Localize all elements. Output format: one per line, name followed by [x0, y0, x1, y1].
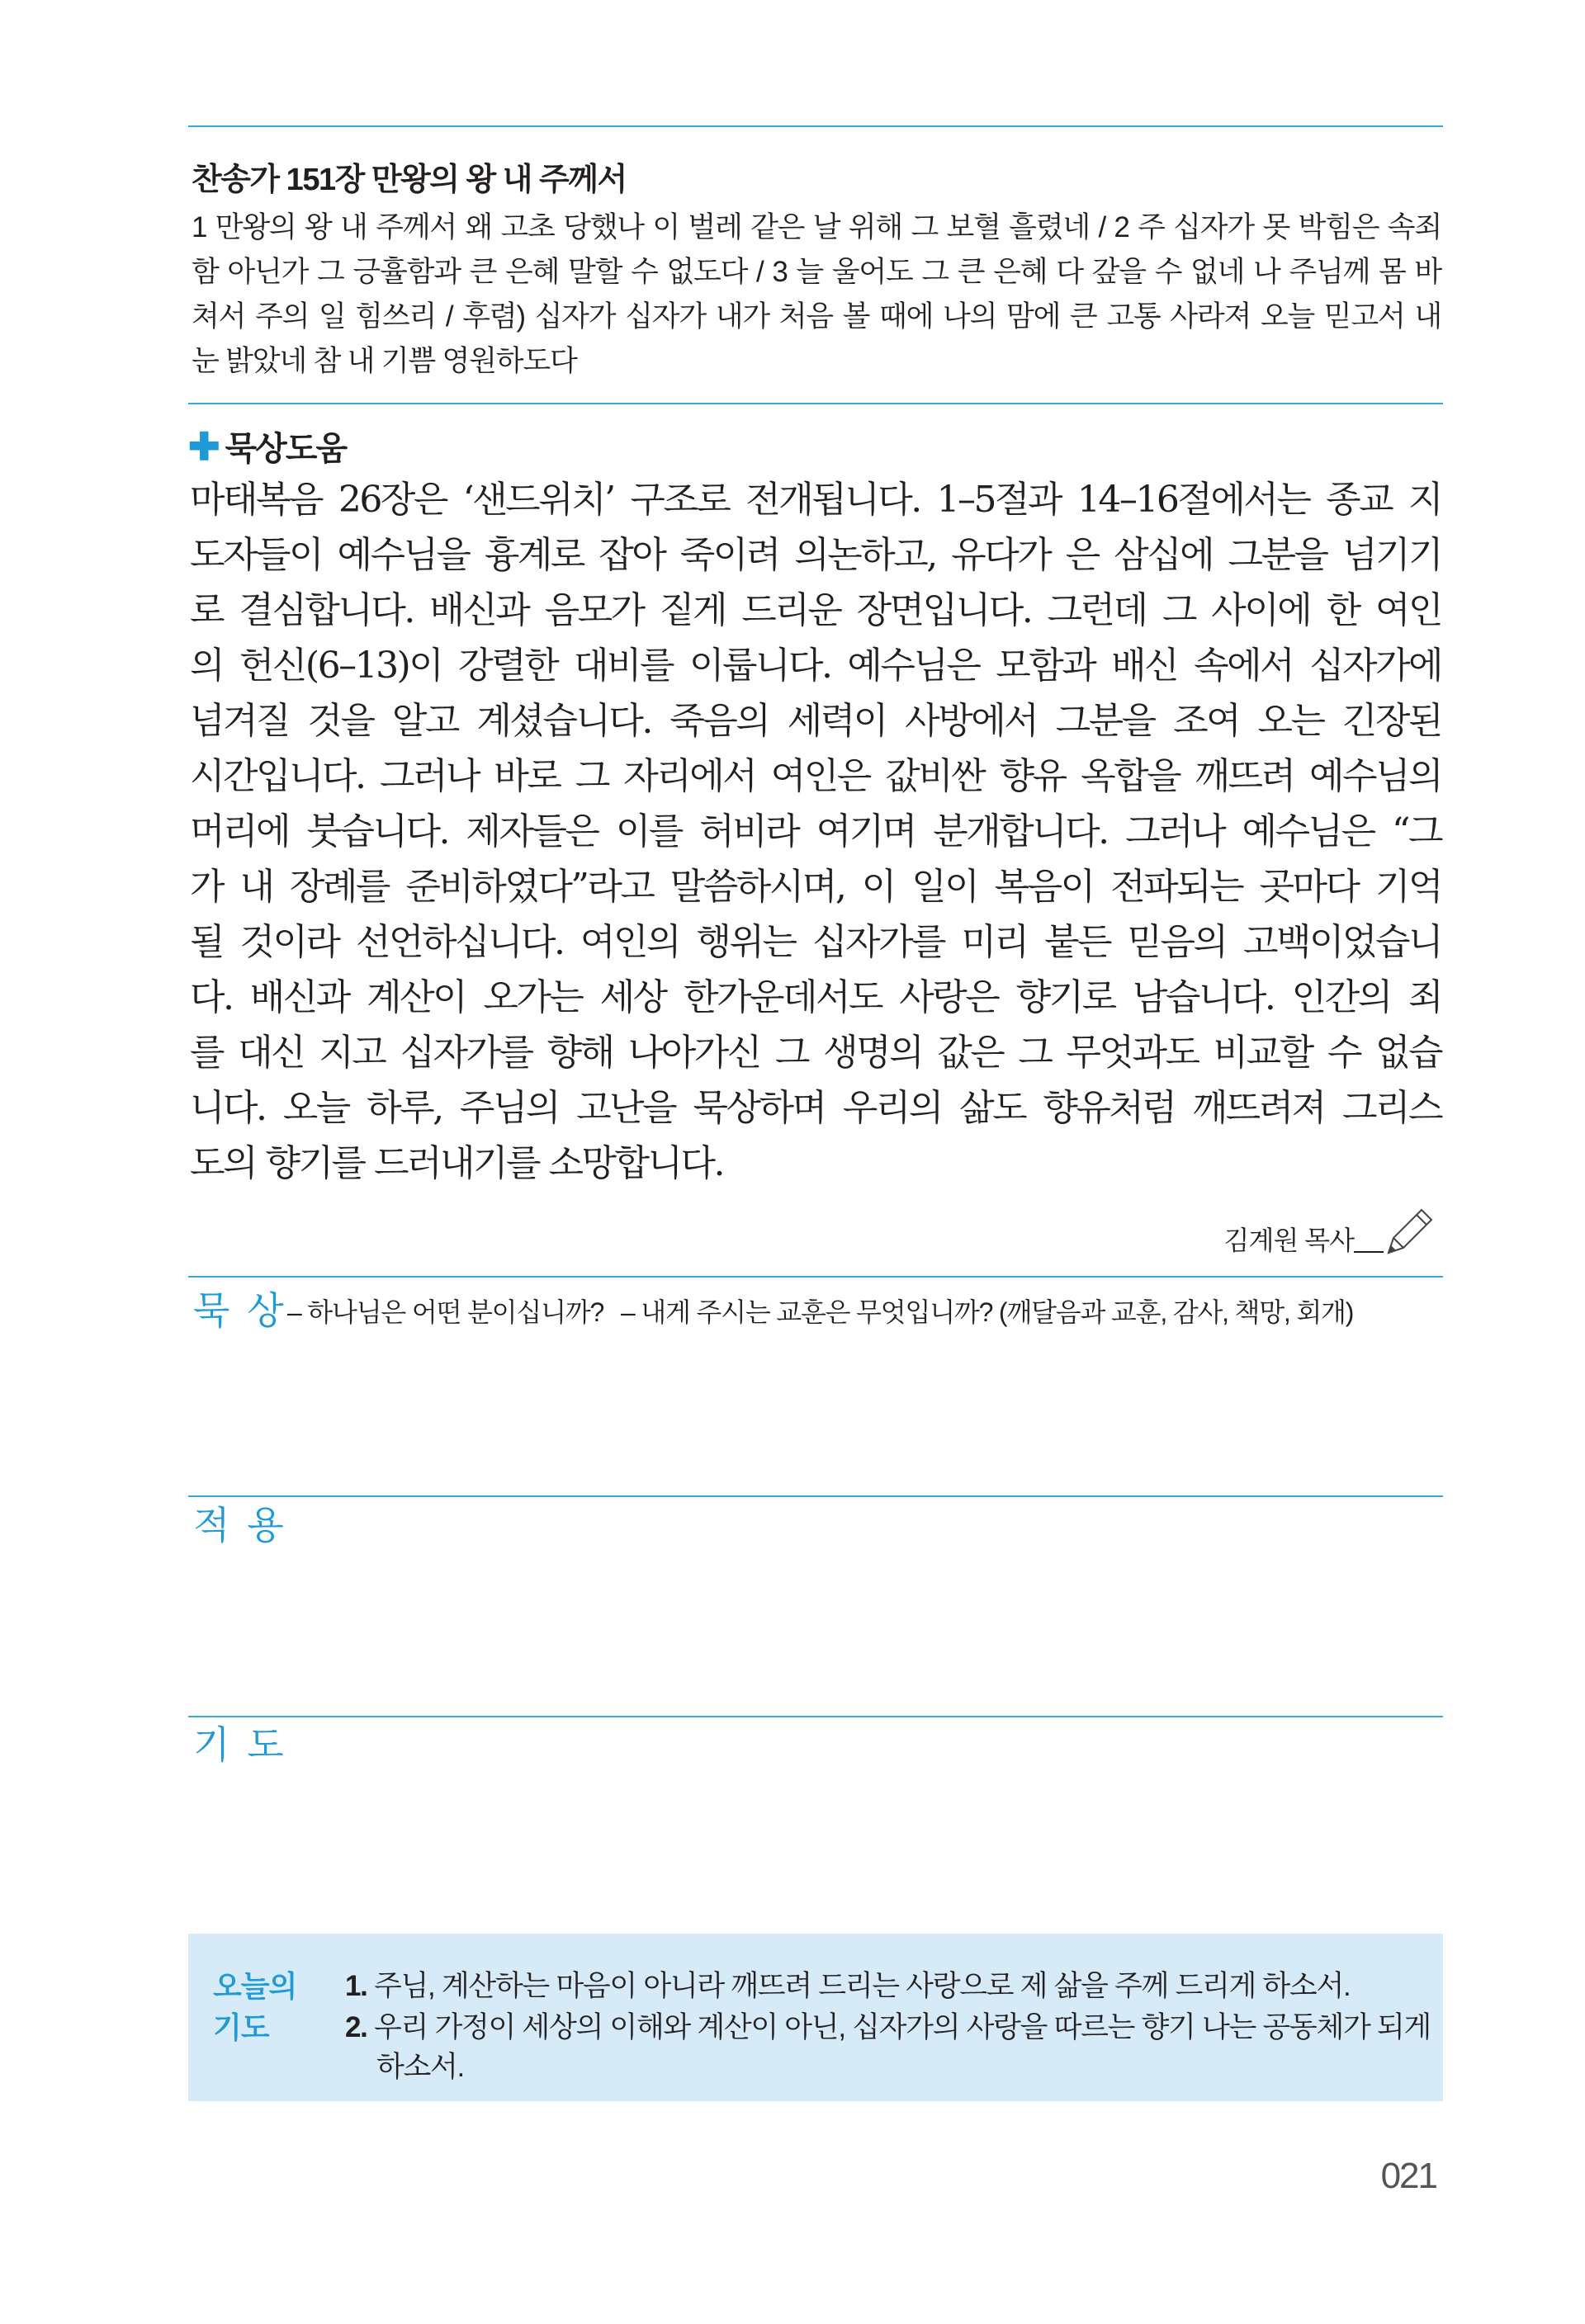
body-text-line: 도의 향기를 드러내기를 소망합니다. [190, 1142, 724, 1184]
signature-underline [1354, 1250, 1384, 1253]
body-text-line: 시간입니다. 그러나 바로 그 자리에서 여인은 값비싼 향유 옥합을 깨뜨려 예수님의 [190, 755, 1441, 797]
body-text-line: 로 결심합니다. 배신과 음모가 짙게 드리운 장면입니다. 그런데 그 사이에 한 여인 [190, 589, 1441, 631]
hymn-lyrics-line: 눈 밝았네 참 내 기쁨 영원하도다 [192, 345, 577, 377]
top-rule [188, 125, 1443, 127]
prayer-item-text: 우리 가정이 세상의 이해와 계산이 아닌, 십자가의 사랑을 따르는 향기 나는 공동체가 되게 [374, 2011, 1431, 2043]
todays-prayer-label-2: 기도 [213, 2010, 269, 2044]
hymn-title: 찬송가 151장 만왕의 왕 내 주께서 [192, 163, 627, 197]
plus-icon: ✚ [188, 424, 219, 468]
body-text-line: 니다. 오늘 하루, 주님의 고난을 묵상하며 우리의 삶도 향유처럼 깨뜨려져 그리스 [190, 1087, 1441, 1129]
body-text-line: 가 내 장례를 준비하였다”라고 말씀하시며, 이 일이 복음이 전파되는 곳마다 기억 [190, 866, 1441, 908]
prayer-item-text: 주님, 계산하는 마음이 아니라 깨뜨려 드리는 사랑으로 제 삶을 주께 드리게 하소서. [374, 1970, 1351, 2002]
meditation-help-title: 묵상도움 [225, 431, 347, 467]
apply-label: 적 용 [193, 1504, 287, 1547]
hymn-lyrics-line: 1 만왕의 왕 내 주께서 왜 고초 당했나 이 벌레 같은 날 위해 그 보혈 흘렸네 / 2 주 십자가 못 박힘은 속죄 [192, 211, 1441, 243]
meditate-question-1: – 하나님은 어떤 분이십니까? [287, 1297, 604, 1327]
author-signature [1224, 1207, 1435, 1258]
pray-rule [188, 1716, 1443, 1717]
prayer-item-1 [345, 1963, 1350, 2005]
meditate-rule [188, 1276, 1443, 1278]
body-text-line: 를 대신 지고 십자가를 향해 나아가신 그 생명의 값은 그 무엇과도 비교할 수 없습 [190, 1032, 1441, 1074]
hymn-lyrics-line: 함 아닌가 그 긍휼함과 큰 은혜 말할 수 없도다 / 3 늘 울어도 그 큰 은혜 다 갚을 수 없네 나 주님께 몸 바 [192, 256, 1441, 288]
prayer-item-2 [345, 2005, 1431, 2046]
body-text-line: 도자들이 예수님을 흉계로 잡아 죽이려 의논하고, 유다가 은 삼십에 그분을 넘기기 [190, 534, 1441, 576]
author-name: 김계원 목사 [1223, 1226, 1354, 1255]
prayer-item-2-continued: 하소서. [376, 2051, 464, 2083]
pray-label: 기 도 [193, 1723, 287, 1766]
body-text-line: 될 것이라 선언하십니다. 여인의 행위는 십자가를 미리 붙든 믿음의 고백이었습니 [190, 921, 1441, 963]
meditation-help-heading [188, 423, 346, 470]
pencil-icon [1384, 1207, 1435, 1258]
body-text-line: 머리에 붓습니다. 제자들은 이를 허비라 여기며 분개합니다. 그러나 예수님은 “그 [190, 810, 1441, 853]
prayer-item-number: 2. [345, 2011, 367, 2043]
body-text-line: 다. 배신과 계산이 오가는 세상 한가운데서도 사랑은 향기로 남습니다. 인간의 죄 [190, 976, 1441, 1018]
todays-prayer-box [188, 1934, 1443, 2101]
hymn-lyrics-line: 쳐서 주의 일 힘쓰리 / 후렴) 십자가 십자가 내가 처음 볼 때에 나의 맘에 큰 고통 사라져 오늘 믿고서 내 [192, 300, 1441, 333]
prayer-item-number: 1. [345, 1970, 367, 2002]
apply-rule [188, 1495, 1443, 1497]
meditate-label: 묵 상 [193, 1289, 287, 1332]
hymn-rule [188, 403, 1443, 404]
body-text-line: 마태복음 26장은 ‘샌드위치’ 구조로 전개됩니다. 1–5절과 14–16절에서는 종교 지 [190, 479, 1441, 521]
body-text-line: 넘겨질 것을 알고 계셨습니다. 죽음의 세력이 사방에서 그분을 조여 오는 긴장된 [190, 700, 1441, 742]
page-number: 021 [1380, 2156, 1436, 2196]
body-text-line: 의 헌신(6–13)이 강렬한 대비를 이룹니다. 예수님은 모함과 배신 속에서 십자가에 [190, 645, 1441, 687]
todays-prayer-label-1: 오늘의 [213, 1969, 297, 2003]
meditate-question-2: – 내게 주시는 교훈은 무엇입니까? (깨달음과 교훈, 감사, 책망, 회개) [621, 1297, 1354, 1327]
